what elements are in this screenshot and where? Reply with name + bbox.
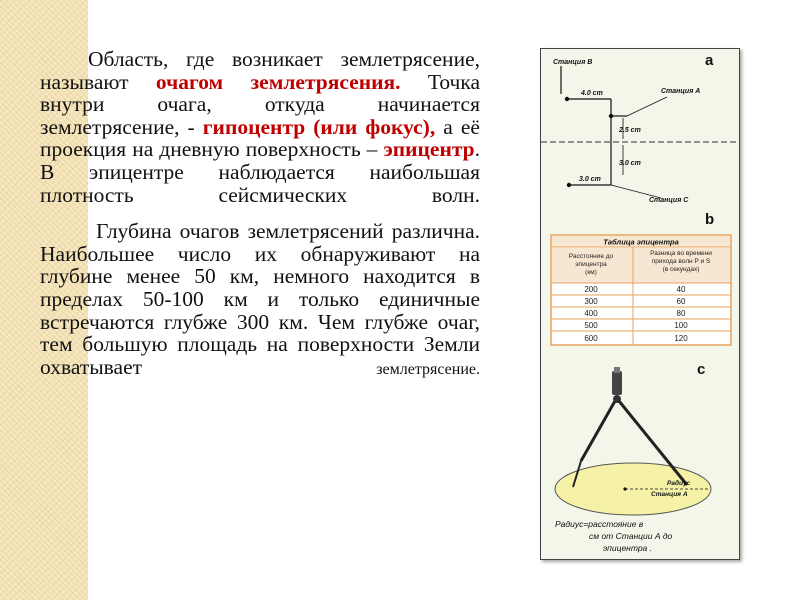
- compass-handle: [612, 371, 622, 395]
- term-epicenter: эпицентр: [383, 137, 475, 162]
- station-a-dot: [609, 114, 613, 118]
- table-cell-time: 100: [674, 321, 688, 330]
- part-a-letter: a: [705, 52, 714, 69]
- main-text: [40, 48, 480, 381]
- term-focus: очагом землетрясения.: [155, 69, 401, 94]
- dist-c-label: 3.0 cm: [579, 176, 601, 183]
- station-a-c-label: Станция А: [651, 491, 688, 498]
- caption-line-2: см от Станции А до: [589, 531, 673, 541]
- text-segment: Глубина очагов землетрясений различна. Наибольшее число их обнаруживают на глубине менее 50 км, немного находится в пределах 50-100 км и только единичные встречаются глубже 300 км. Чем глубже очаг, тем большую площадь на поверхности Земли охватывает: [40, 219, 480, 379]
- caption-line-1: Радиус=расстояние в: [555, 519, 644, 529]
- table-cell-time: 80: [676, 309, 686, 318]
- col1-header-2: эпицентра: [575, 261, 607, 268]
- text-segment-small: землетрясение.: [376, 360, 480, 378]
- col2-header-1: Разница во времени: [650, 250, 712, 257]
- caption-line-3: эпицентра .: [603, 543, 653, 553]
- table-cell-distance: 400: [584, 309, 598, 318]
- table-title: Таблица эпицентра: [603, 237, 679, 247]
- paragraph-definition: [40, 48, 480, 206]
- text-segment: . В эпицентре наблюдается наибольшая плотность сейсмических волн.: [40, 137, 480, 207]
- part-b-letter: b: [705, 211, 715, 228]
- text-segment: Область, где возникает землетрясение, называют: [40, 47, 480, 94]
- station-a-label: Станция А: [661, 88, 701, 95]
- epicenter-figure: [540, 48, 740, 560]
- dist-b-label: 4.0 cm: [581, 90, 603, 97]
- col1-header-3: (км): [585, 269, 597, 276]
- table-cell-time: 40: [676, 285, 686, 294]
- table-cell-time: 60: [676, 297, 686, 306]
- text-segment: а её проекция на дневную поверхность –: [40, 114, 480, 162]
- part-a-diagram: [541, 52, 739, 204]
- col2-header-3: (в секундах): [662, 266, 700, 273]
- col2-header-2: прихода волн P и S: [651, 258, 711, 265]
- part-c-letter: c: [697, 361, 706, 378]
- station-c-label: Станция С: [649, 197, 689, 204]
- table-cell-time: 120: [674, 334, 688, 343]
- station-b-label: Станция В: [553, 59, 593, 66]
- term-hypocenter: гипоцентр (или фокус),: [202, 114, 436, 139]
- table-cell-distance: 500: [584, 321, 598, 330]
- table-cell-distance: 300: [584, 297, 598, 306]
- dist-down-label: 3.0 cm: [619, 160, 641, 167]
- text-segment: Точка внутри очага, откуда начинается землетрясение, -: [40, 69, 481, 139]
- dist-up-label: 2.5 cm: [619, 127, 641, 134]
- table-cell-distance: 600: [584, 334, 598, 343]
- part-b-table: [551, 211, 731, 345]
- col1-header-1: Расстояние до: [568, 253, 614, 260]
- table-cell-distance: 200: [584, 285, 598, 294]
- paragraph-depth: [40, 220, 480, 381]
- part-c-compass: [555, 361, 711, 553]
- radius-label: Радиус: [667, 480, 691, 487]
